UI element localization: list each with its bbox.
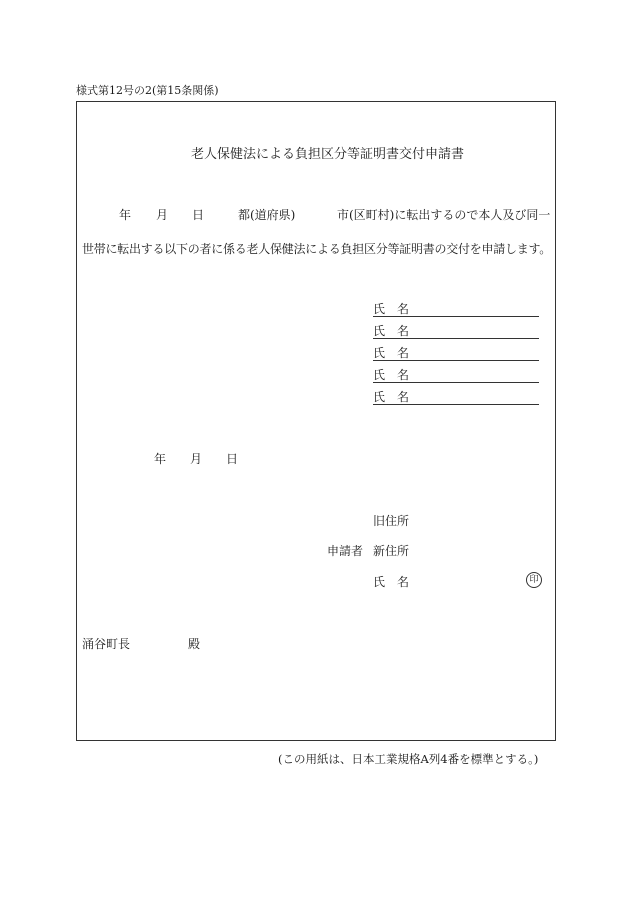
line1-month: 月 <box>156 208 169 222</box>
line2-text: 世帯に転出する以下の者に係る老人保健法による負担区分等証明書の交付を申請します。 <box>82 242 552 256</box>
name-label: 氏 名 <box>373 390 410 404</box>
form-number: 様式第12号の2(第15条関係) <box>76 84 219 97</box>
date-year: 年 <box>154 452 167 466</box>
old-address-label: 旧住所 <box>373 514 410 528</box>
name-label: 氏 名 <box>373 368 410 382</box>
line1-prefecture: 都(道府県) <box>238 208 296 222</box>
form-frame <box>76 101 556 741</box>
applicant-name-label: 氏 名 <box>373 575 410 589</box>
name-label: 氏 名 <box>373 346 410 360</box>
addressee-honorific: 殿 <box>188 637 201 651</box>
name-line <box>373 316 539 317</box>
date-day: 日 <box>226 452 239 466</box>
name-line <box>373 404 539 405</box>
applicant-label: 申請者 <box>327 544 364 558</box>
footer-note: (この用紙は、日本工業規格A列4番を標準とする。) <box>278 752 539 766</box>
line1-text: 市(区町村)に転出するので本人及び同一 <box>337 208 551 222</box>
name-line <box>373 382 539 383</box>
name-line <box>373 338 539 339</box>
name-line <box>373 360 539 361</box>
name-label: 氏 名 <box>373 302 410 316</box>
line1-year: 年 <box>119 208 132 222</box>
line1-day: 日 <box>192 208 205 222</box>
addressee-mayor: 涌谷町長 <box>82 637 131 651</box>
seal-icon: 印 <box>526 572 542 588</box>
date-month: 月 <box>190 452 203 466</box>
form-title: 老人保健法による負担区分等証明書交付申請書 <box>191 147 465 162</box>
new-address-label: 新住所 <box>373 544 410 558</box>
name-label: 氏 名 <box>373 324 410 338</box>
